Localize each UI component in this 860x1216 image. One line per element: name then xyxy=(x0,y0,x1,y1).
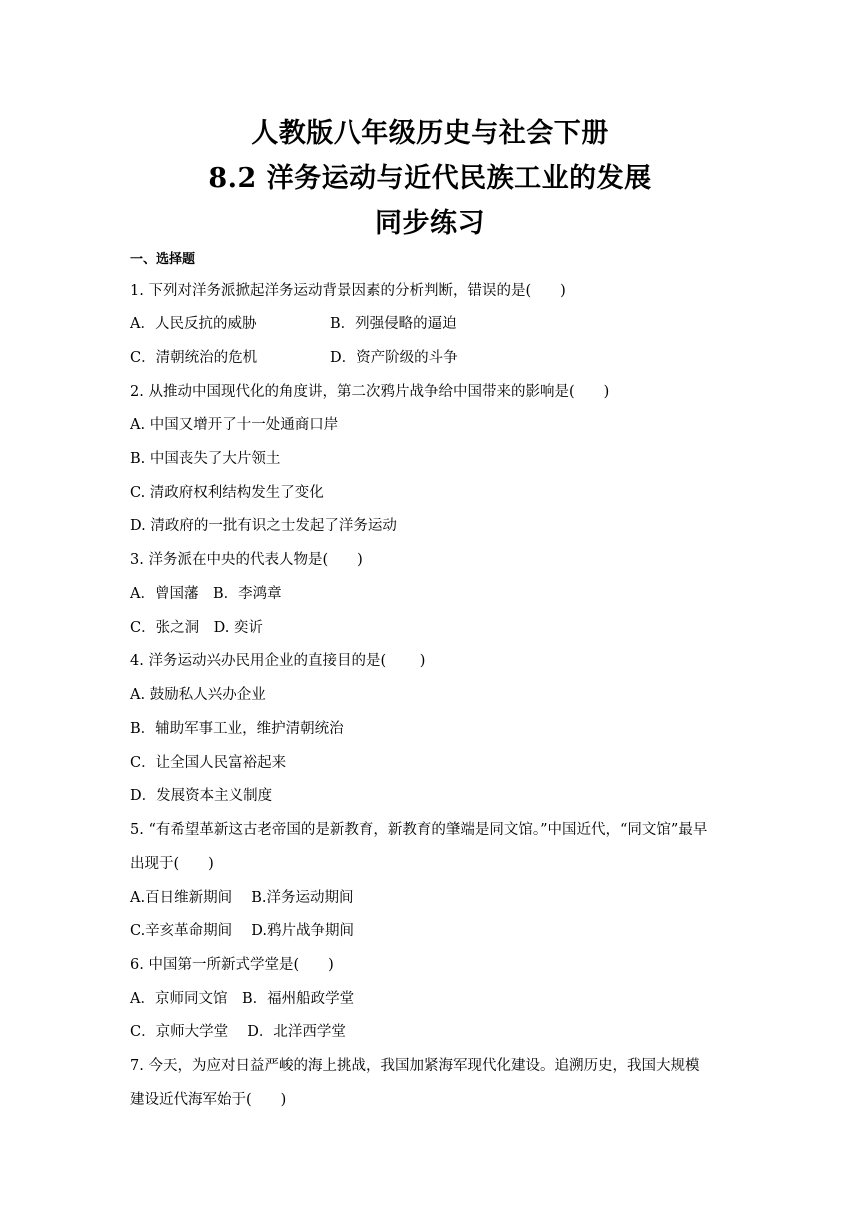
option-c: C．清朝统治的危机 xyxy=(130,350,258,366)
question-4-option-c: C．让全国人民富裕起来 xyxy=(130,755,287,771)
question-4-option-a: A. 鼓励私人兴办企业 xyxy=(130,687,266,703)
document-title: 人教版八年级历史与社会下册 xyxy=(251,118,609,149)
question-1-options-row-1 xyxy=(130,314,730,334)
question-4-stem: 4. 洋务运动兴办民用企业的直接目的是( ) xyxy=(130,653,426,669)
question-6-options-row-2: C．京师大学堂 D．北洋西学堂 xyxy=(130,1024,346,1040)
question-2-option-c: C. 清政府权利结构发生了变化 xyxy=(130,485,324,501)
question-2-option-d: D. 清政府的一批有识之士发起了洋务运动 xyxy=(130,518,397,534)
exercise-subtitle: 同步练习 xyxy=(375,208,485,239)
option-a: A．人民反抗的威胁 xyxy=(130,316,257,332)
question-2-option-a: A. 中国又增开了十一处通商口岸 xyxy=(130,417,339,433)
question-6-stem: 6. 中国第一所新式学堂是( ) xyxy=(130,957,334,973)
question-5-options-row-2: C.辛亥革命期间 D.鸦片战争期间 xyxy=(130,923,355,939)
question-5-stem-line-2: 出现于( ) xyxy=(130,856,214,872)
question-3-stem: 3. 洋务派在中央的代表人物是( ) xyxy=(130,552,363,568)
question-3-options-row-1: A．曾国藩 B．李鸿章 xyxy=(130,586,282,602)
question-2-option-b: B. 中国丧失了大片领土 xyxy=(130,451,281,467)
question-5-stem-line-1: 5. “有希望革新这古老帝国的是新教育，新教育的肇端是同文馆。”中国近代，“同文馆”最早 xyxy=(130,822,708,838)
option-d: D．资产阶级的斗争 xyxy=(330,350,458,366)
question-1-options-row-2 xyxy=(130,348,730,368)
question-3-options-row-2: C．张之洞 D. 奕䜣 xyxy=(130,620,263,636)
lesson-title: 8.2 洋务运动与近代民族工业的发展 xyxy=(208,163,652,194)
question-1-stem: 1. 下列对洋务派掀起洋务运动背景因素的分析判断，错误的是( ) xyxy=(130,283,566,299)
question-2-stem: 2. 从推动中国现代化的角度讲，第二次鸦片战争给中国带来的影响是( ) xyxy=(130,384,610,400)
question-5-options-row-1: A.百日维新期间 B.洋务运动期间 xyxy=(130,890,354,906)
question-4-option-d: D．发展资本主义制度 xyxy=(130,788,273,804)
option-b: B．列强侵略的逼迫 xyxy=(330,316,457,332)
section-heading: 一、选择题 xyxy=(130,252,196,267)
question-7-stem-line-1: 7. 今天，为应对日益严峻的海上挑战，我国加紧海军现代化建设。追溯历史，我国大规模 xyxy=(130,1058,700,1074)
question-4-option-b: B．辅助军事工业，维护清朝统治 xyxy=(130,721,344,737)
question-7-stem-line-2: 建设近代海军始于( ) xyxy=(130,1092,287,1108)
question-6-options-row-1: A．京师同文馆 B．福州船政学堂 xyxy=(130,991,355,1007)
